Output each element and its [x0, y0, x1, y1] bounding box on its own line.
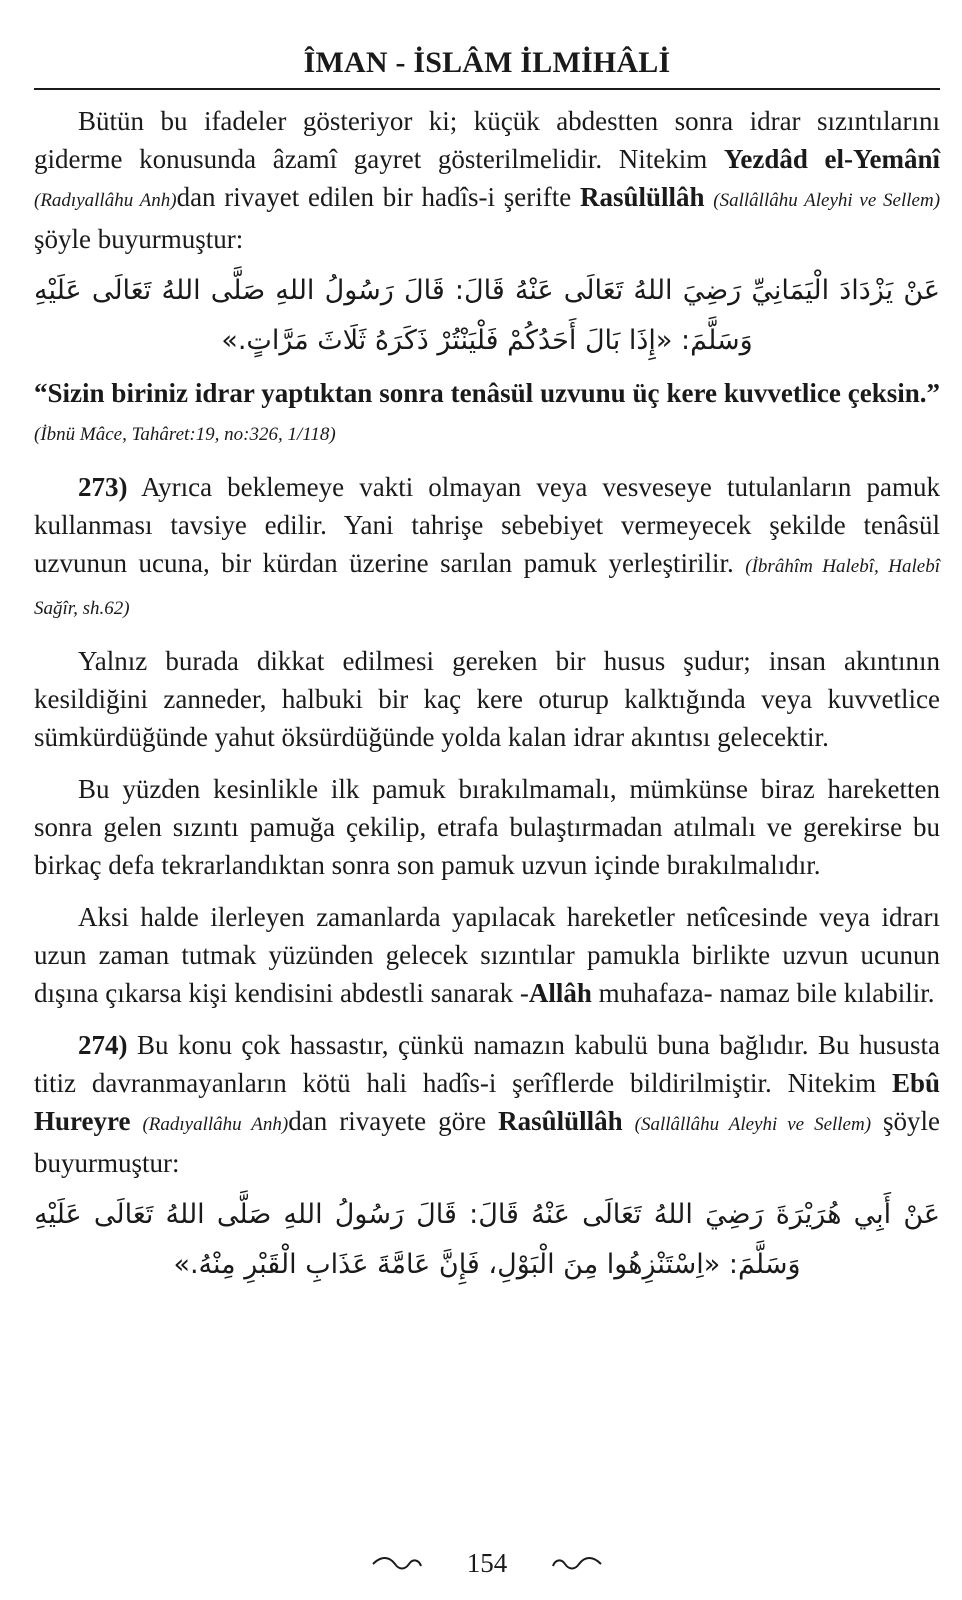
- text-segment: Bu konu çok hassastır, çünkü namazın kabulü buna bağlıdır. Bu hususta titiz davranmayanların kötü hali hadîs-i şerîflerde bildirilmiştir. Nitekim: [34, 1030, 940, 1098]
- text-segment: muhafaza- namaz bile kılabilir.: [591, 978, 935, 1008]
- narrator-name: Ebû Hureyre: [34, 1068, 940, 1136]
- narrator-name: Yezdâd el-Yemânî: [723, 144, 940, 174]
- hadith-translation: [34, 374, 940, 454]
- item-number: 273): [78, 472, 128, 502]
- paragraph-intro: [34, 102, 940, 258]
- hadith-quote: “Sizin biriniz idrar yaptıktan sonra tenâsül uzvunu üç kere kuvvetlice çeksin.”: [34, 378, 940, 408]
- source-citation: (İbrâhîm Halebî, Halebî Sağîr, sh.62): [34, 556, 940, 619]
- header-rule: [34, 88, 940, 90]
- honorific: (Radıyallâhu Anh): [142, 1114, 289, 1135]
- prophet-name: Rasûlüllâh: [579, 182, 705, 212]
- text-segment: dan rivayete göre: [288, 1106, 499, 1136]
- text-segment: Ayrıca beklemeye vakti olmayan veya vesveseye tutulanların pamuk kullanması tavsiye edilir. Yani tahrişe sebebiyet vermeyecek şekilde tenâsül uzvunun ucuna, bir kürdan üzerine sarılan pamuk yerleştirilir.: [34, 472, 940, 578]
- page-number: 154: [466, 1548, 508, 1578]
- allah-name: Allâh: [528, 978, 592, 1008]
- arabic-hadith-line: عَنْ أَبِي هُرَيْرَةَ رَضِيَ اللهُ تَعَالَى عَنْهُ قَالَ: قَالَ رَسُولُ اللهِ صَلَّى اللهُ تَعَالَى عَلَيْهِ: [34, 1199, 940, 1230]
- paragraph: Yalnız burada dikkat edilmesi gereken bir husus şudur; insan akıntının kesildiğini zanneder, halbuki bir kaç kere oturup kalktığında veya kuvvetlice sümkürdüğünde yahut öksürdüğünde yolda kalan idrar akıntısı gelecektir.: [34, 646, 940, 752]
- text-segment: Bütün bu ifadeler gösteriyor ki; küçük abdestten sonra idrar sızıntılarını giderme konusunda âzamî gayret gösterilmelidir. Nitekim: [34, 106, 940, 174]
- text-segment: dan rivayet edilen bir hadîs-i şerifte: [176, 182, 580, 212]
- paragraph-274: [34, 1026, 940, 1182]
- arabic-hadith-line: وَسَلَّمَ: «إِذَا بَالَ أَحَدُكُمْ فَلْيَنْتُرْ ذَكَرَهُ ثَلَاثَ مَرَّاتٍ.»: [221, 325, 753, 356]
- paragraph: [34, 898, 940, 1012]
- page-body: [34, 102, 940, 1290]
- arabic-hadith-line: وَسَلَّمَ: «اِسْتَنْزِهُوا مِنَ الْبَوْلِ، فَإِنَّ عَامَّةَ عَذَابِ الْقَبْرِ مِنْهُ.»: [173, 1249, 801, 1280]
- ornament-right-icon: [549, 1554, 605, 1574]
- item-number: 274): [78, 1030, 128, 1060]
- honorific: (Sallâllâhu Aleyhi ve Sellem): [634, 1114, 872, 1135]
- text-segment: Aksi halde ilerleyen zamanlarda yapılacak hareketler netîcesinde veya idrarı uzun zaman tutmak yüzünden gelecek sızıntılar pamukla birlikte uzvun ucunun dışına çıkarsa kişi kendisini abdestli sanarak -: [34, 902, 940, 1008]
- paragraph: Bu yüzden kesinlikle ilk pamuk bırakılmamalı, mümkünse biraz hareketten sonra gelen sızıntı pamuğa çekilip, etrafa bulaştırmadan atılmalı ve gerekirse bu birkaç defa tekrarlandıktan sonra son pamuk uzvun içinde bırakılmalıdır.: [34, 774, 940, 880]
- honorific: (Radıyallâhu Anh): [34, 190, 177, 211]
- source-citation: (İbnü Mâce, Tahâret:19, no:326, 1/118): [34, 424, 336, 445]
- honorific: (Sallâllâhu Aleyhi ve Sellem): [713, 190, 941, 211]
- arabic-hadith-line: عَنْ يَزْدَادَ الْيَمَانِيِّ رَضِيَ اللهُ تَعَالَى عَنْهُ قَالَ: قَالَ رَسُولُ اللهِ صَلَّى اللهُ تَعَالَى عَلَيْهِ: [34, 275, 940, 306]
- prophet-name: Rasûlüllâh: [498, 1106, 623, 1136]
- text-segment: şöyle buyurmuştur:: [34, 224, 244, 254]
- paragraph-273: [34, 468, 940, 628]
- ornament-left-icon: [369, 1554, 425, 1574]
- running-header: ÎMAN - İSLÂM İLMİHÂLİ: [303, 46, 671, 79]
- text-segment: şöyle buyurmuştur:: [34, 1106, 941, 1178]
- page-footer: [34, 1548, 940, 1579]
